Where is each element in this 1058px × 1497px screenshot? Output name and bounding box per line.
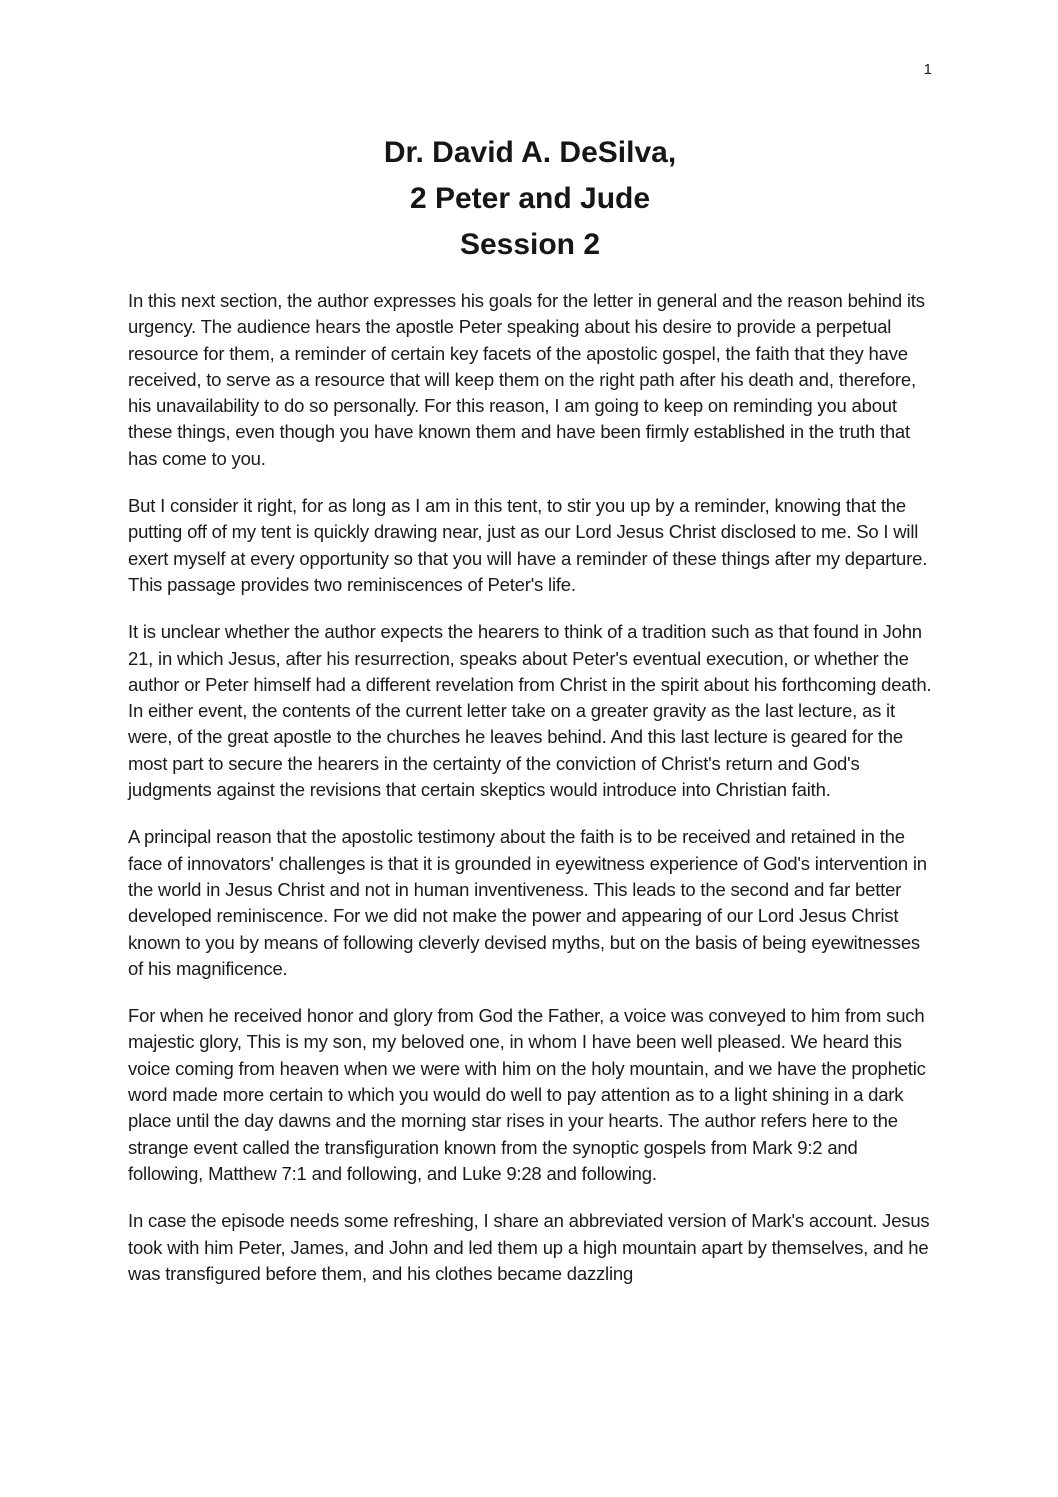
- paragraph: A principal reason that the apostolic testimony about the faith is to be received and retained in the face of innovators' challenges is that it is grounded in eyewitness experience of God's intervention in the world in Jesus Christ and not in human inventiveness. This leads to the second and far better developed reminiscence. For we did not make the power and appearing of our Lord Jesus Christ known to you by means of following cleverly devised myths, but on the basis of being eyewitnesses of his magnificence.: [128, 826, 927, 979]
- paragraph: For when he received honor and glory from God the Father, a voice was conveyed to him from such majestic glory, This is my son, my beloved one, in whom I have been well pleased. We heard this voice coming from heaven when we were with him on the holy mountain, and we have the prophetic word made more certain to which you would do well to pay attention as to a light shining in a dark place until the day dawns and the morning star rises in your hearts. The author refers here to the strange event called the transfiguration known from the synoptic gospels from Mark 9:2 and following, Matthew 7:1 and following, and Luke 9:28 and following.: [128, 1005, 926, 1184]
- page-number: 1: [923, 61, 932, 78]
- document-title-line-session: Session 2: [459, 228, 601, 261]
- document-content: [128, 130, 932, 1308]
- document-title-line-subject: 2 Peter and Jude: [409, 182, 651, 215]
- document-title: [128, 130, 932, 268]
- paragraph: It is unclear whether the author expects the hearers to think of a tradition such as that found in John 21, in which Jesus, after his resurrection, speaks about Peter's eventual execution, or whether the author or Peter himself had a different revelation from Christ in the spirit about his forthcoming death. In either event, the contents of the current letter take on a greater gravity as the last lecture, as it were, of the great apostle to the churches he leaves behind. And this last lecture is geared for the most part to secure the hearers in the certainty of the conviction of Christ's return and God's judgments against the revisions that certain skeptics would introduce into Christian faith.: [128, 621, 932, 801]
- paragraph: But I consider it right, for as long as I am in this tent, to stir you up by a reminder, knowing that the putting off of my tent is quickly drawing near, just as our Lord Jesus Christ disclosed to me. So I will exert myself at every opportunity so that you will have a reminder of these things after my departure. This passage provides two reminiscences of Peter's life.: [128, 495, 928, 595]
- body-text: [128, 288, 932, 1287]
- paragraph: In case the episode needs some refreshing, I share an abbreviated version of Mark's account. Jesus took with him Peter, James, and John and led them up a high mountain apart by themselves, and he was transfigured before them, and his clothes became dazzling: [128, 1210, 930, 1284]
- document-title-line-author: Dr. David A. DeSilva,: [383, 136, 677, 169]
- paragraph: In this next section, the author expresses his goals for the letter in general and the reason behind its urgency. The audience hears the apostle Peter speaking about his desire to provide a perpetual resource for them, a reminder of certain key facets of the apostolic gospel, the faith that they have received, to serve as a resource that will keep them on the right path after his death and, therefore, his unavailability to do so personally. For this reason, I am going to keep on reminding you about these things, even though you have known them and have been firmly established in the truth that has come to you.: [128, 290, 925, 469]
